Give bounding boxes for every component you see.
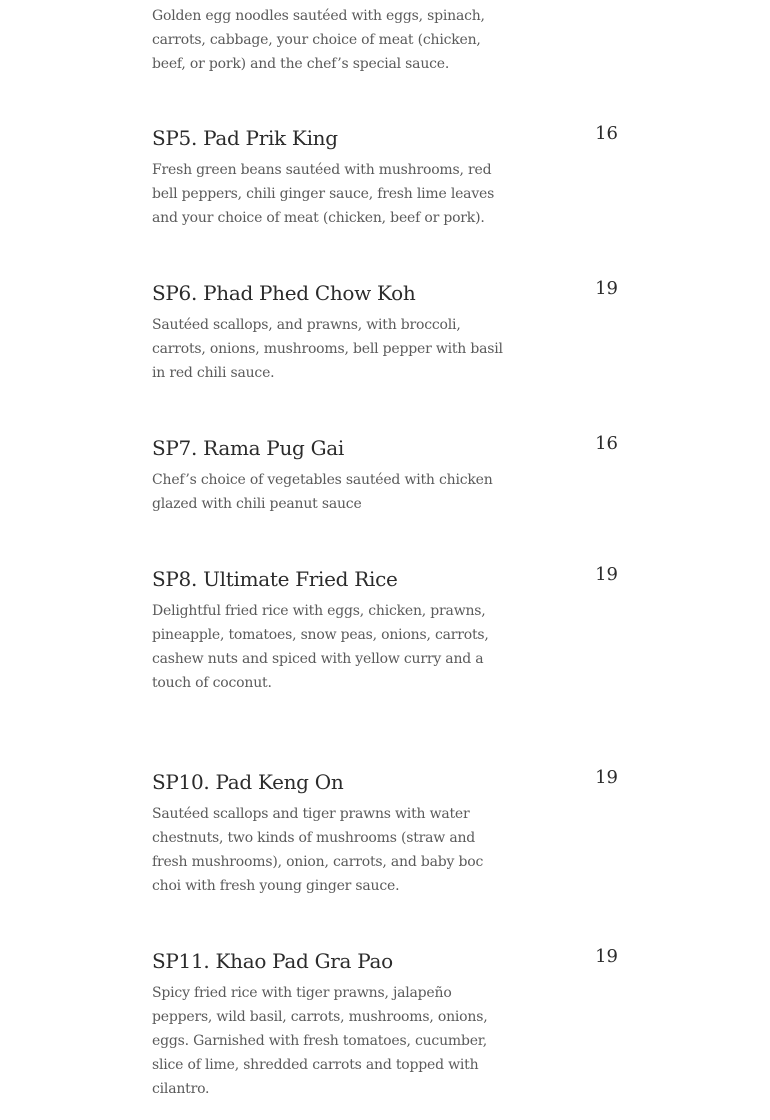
item-title: SP6. Phad Phed Chow Koh — [152, 281, 416, 305]
item-description — [152, 802, 486, 898]
description-line: chestnuts, two kinds of mushrooms (straw and — [152, 830, 476, 846]
item-description — [152, 981, 486, 1101]
description-line: Chef’s choice of vegetables sautéed with chicken — [152, 472, 493, 488]
item-description — [152, 158, 495, 230]
description-line: touch of coconut. — [152, 675, 272, 691]
item-price: 16 — [595, 123, 618, 144]
item-description — [152, 468, 493, 516]
description-line: fresh mushrooms), onion, carrots, and baby boc — [152, 854, 484, 870]
description-line: in red chili sauce. — [152, 365, 275, 381]
description-line: Fresh green beans sautéed with mushrooms, red — [152, 162, 492, 178]
item-price: 19 — [595, 946, 618, 967]
description-line: Sautéed scallops and tiger prawns with water — [152, 806, 470, 822]
item-title: SP10. Pad Keng On — [152, 770, 344, 794]
description-line: glazed with chili peanut sauce — [152, 496, 362, 512]
item-description — [152, 313, 503, 385]
description-line: cilantro. — [152, 1081, 210, 1097]
item-title: SP8. Ultimate Fried Rice — [152, 567, 398, 591]
item-price: 19 — [595, 564, 618, 585]
description-line: choi with fresh young ginger sauce. — [152, 878, 400, 894]
description-line: carrots, onions, mushrooms, bell pepper with basil — [152, 341, 503, 357]
description-line: slice of lime, shredded carrots and topped with — [152, 1057, 479, 1073]
description-line: Golden egg noodles sautéed with eggs, spinach, — [152, 8, 485, 24]
item-description — [152, 4, 486, 76]
description-line: and your choice of meat (chicken, beef or pork). — [152, 210, 485, 226]
description-line: pineapple, tomatoes, snow peas, onions, carrots, — [152, 627, 489, 643]
description-line: Delightful fried rice with eggs, chicken, prawns, — [152, 603, 486, 619]
description-line: cashew nuts and spiced with yellow curry and a — [152, 651, 484, 667]
description-line: bell peppers, chili ginger sauce, fresh lime leaves — [152, 186, 495, 202]
item-price: 16 — [595, 433, 618, 454]
description-line: Sautéed scallops, and prawns, with broccoli, — [152, 317, 461, 333]
item-title: SP7. Rama Pug Gai — [152, 436, 344, 460]
item-price: 19 — [595, 767, 618, 788]
item-title: SP5. Pad Prik King — [152, 126, 338, 150]
item-price: 19 — [595, 278, 618, 299]
description-line: Spicy fried rice with tiger prawns, jalapeño — [152, 985, 452, 1001]
description-line: carrots, cabbage, your choice of meat (chicken, — [152, 32, 481, 48]
item-description — [152, 599, 489, 695]
description-line: eggs. Garnished with fresh tomatoes, cucumber, — [152, 1033, 488, 1049]
description-line: beef, or pork) and the chef’s special sauce. — [152, 56, 450, 72]
item-title: SP11. Khao Pad Gra Pao — [152, 949, 393, 973]
description-line: peppers, wild basil, carrots, mushrooms, onions, — [152, 1009, 488, 1025]
